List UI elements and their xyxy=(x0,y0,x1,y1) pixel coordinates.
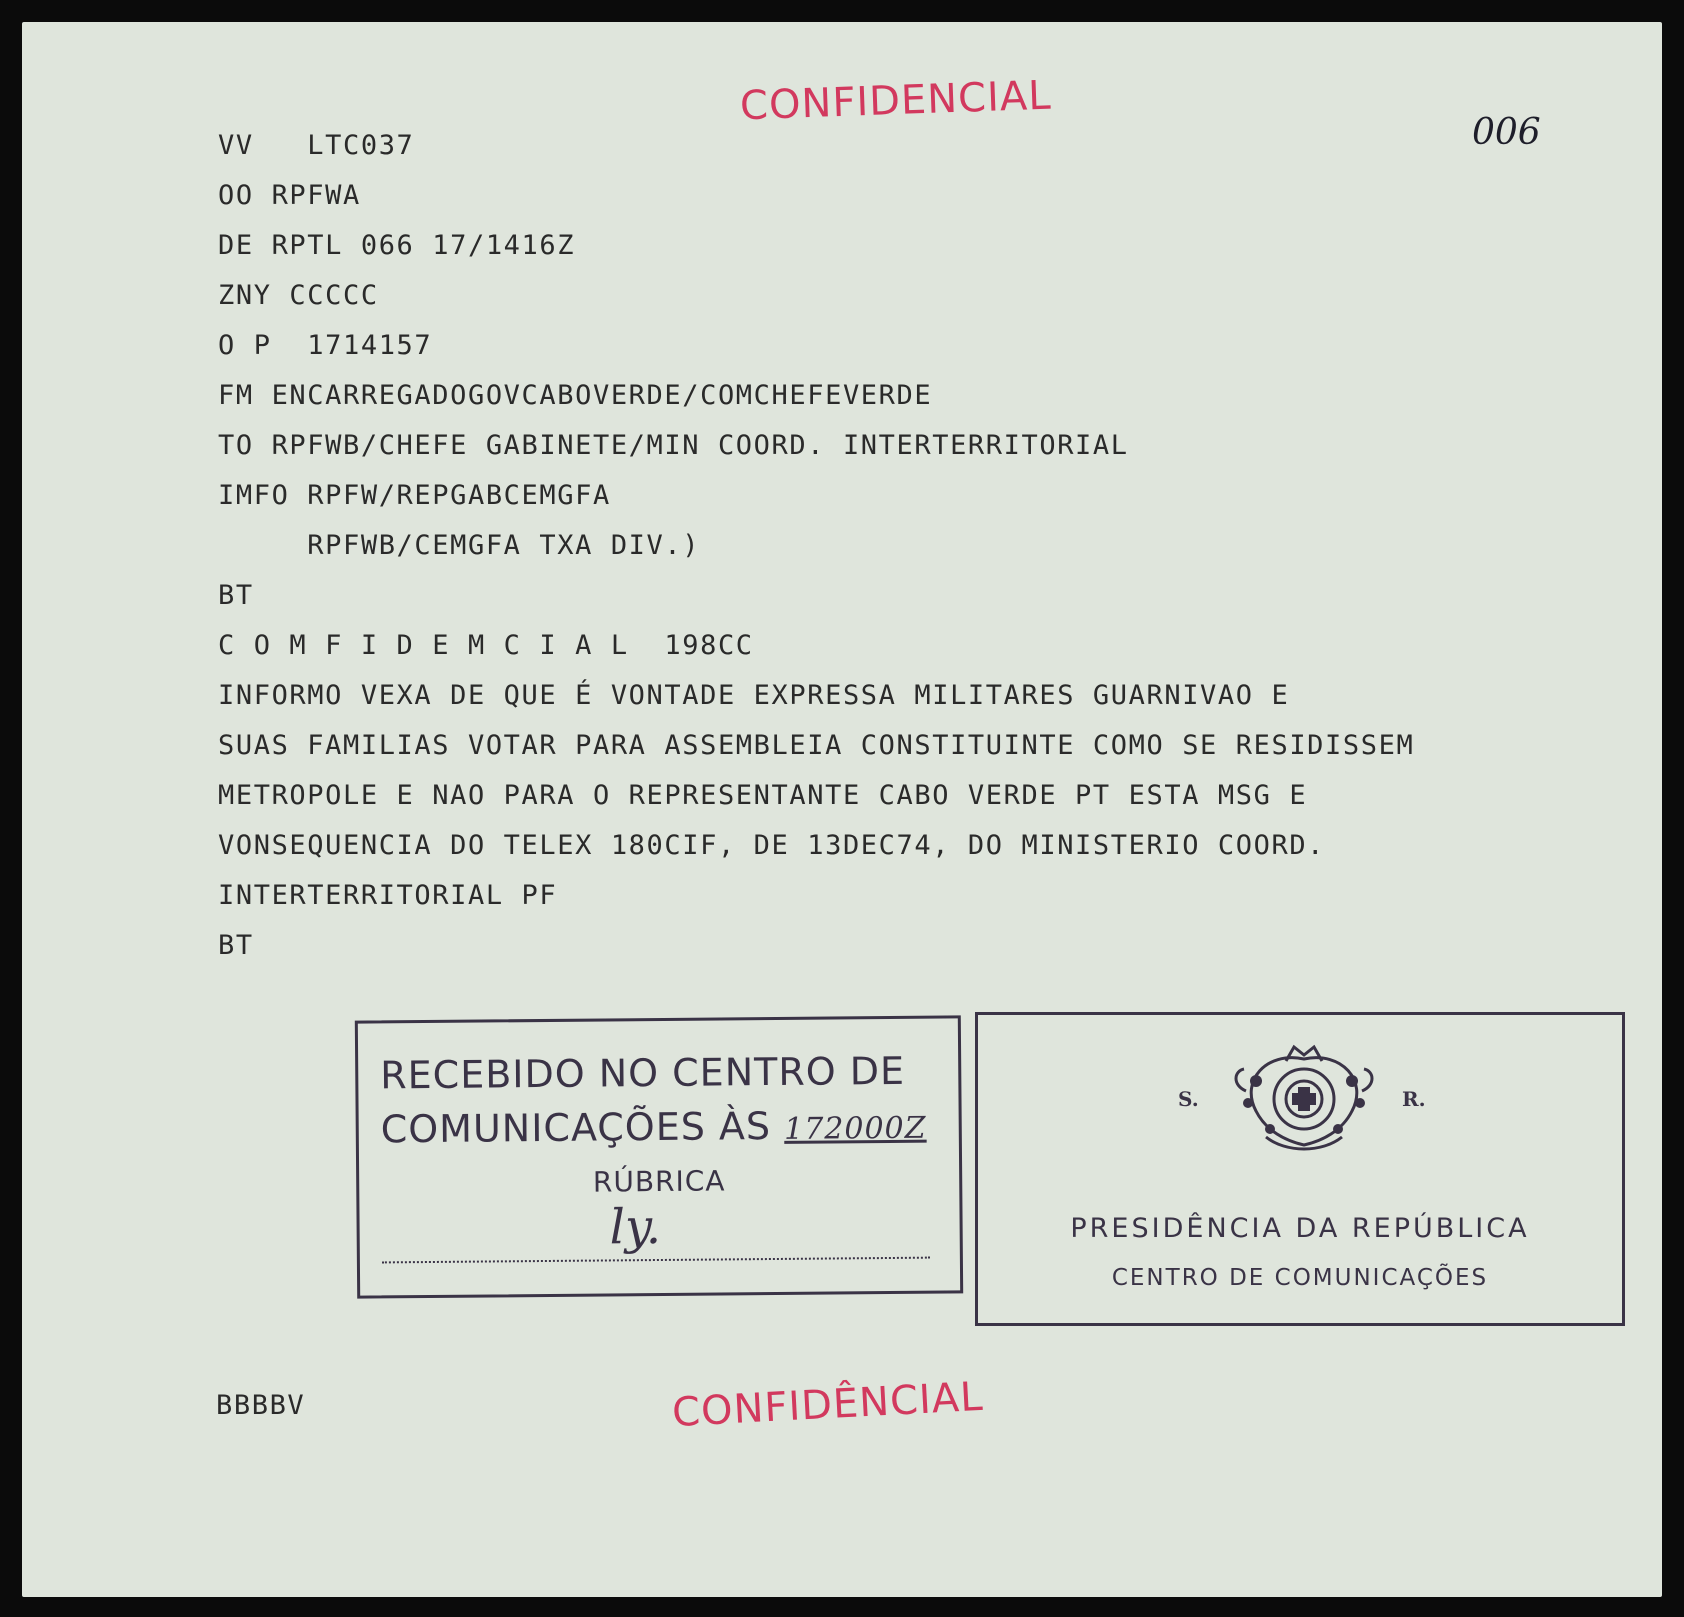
msg-line: DE RPTL 066 17/1416Z xyxy=(218,230,576,261)
msg-line: BT xyxy=(218,930,254,961)
msg-line: C O M F I D E M C I A L 198CC xyxy=(218,630,754,661)
msg-line: ZNY CCCCC xyxy=(218,280,379,311)
rubrica-signature: ly. xyxy=(609,1198,662,1256)
msg-line: VV LTC037 xyxy=(218,130,415,161)
msg-line: SUAS FAMILIAS VOTAR PARA ASSEMBLEIA CONSTITUINTE COMO SE RESIDISSEM xyxy=(218,730,1415,761)
msg-line: VONSEQUENCIA DO TELEX 180CIF, DE 13DEC74, DO MINISTERIO COORD. xyxy=(218,830,1326,861)
message-footer: BBBBV xyxy=(216,1390,306,1421)
confidential-stamp-top: CONFIDENCIAL xyxy=(739,72,1053,130)
signature-dotted-line xyxy=(382,1257,930,1264)
confidential-stamp-bottom: CONFIDÊNCIAL xyxy=(671,1373,985,1437)
telegram-sheet xyxy=(22,22,1662,1597)
received-stamp-label: COMUNICAÇÕES ÀS xyxy=(380,1104,772,1152)
received-time: 172000Z xyxy=(784,1110,927,1147)
msg-line: IMFO RPFW/REPGABCEMGFA xyxy=(218,480,611,511)
received-stamp-line2 xyxy=(381,1103,927,1152)
msg-line: FM ENCARREGADOGOVCABOVERDE/COMCHEFEVERDE xyxy=(218,380,933,411)
received-stamp-line1: RECEBIDO NO CENTRO DE xyxy=(380,1048,906,1098)
msg-line: INFORMO VEXA DE QUE É VONTADE EXPRESSA MILITARES GUARNIVAO E xyxy=(218,680,1290,711)
msg-line: OO RPFWA xyxy=(218,180,361,211)
communications-center: CENTRO DE COMUNICAÇÕES xyxy=(1111,1265,1489,1291)
msg-line: BT xyxy=(218,580,254,611)
coat-of-arms-icon xyxy=(1226,1041,1382,1159)
msg-line: METROPOLE E NAO PARA O REPRESENTANTE CABO VERDE PT ESTA MSG E xyxy=(218,780,1308,811)
stamp-s-label: S. xyxy=(1178,1087,1199,1111)
msg-line: RPFWB/CEMGFA TXA DIV.) xyxy=(218,530,701,561)
received-stamp xyxy=(355,1015,963,1298)
presidency-stamp xyxy=(975,1012,1625,1326)
presidency-name: PRESIDÊNCIA DA REPÚBLICA xyxy=(1070,1213,1530,1244)
msg-line: INTERTERRITORIAL PF xyxy=(218,880,558,911)
stamp-r-label: R. xyxy=(1402,1087,1426,1111)
folio-number: 006 xyxy=(1472,112,1541,153)
msg-line: TO RPFWB/CHEFE GABINETE/MIN COORD. INTERTERRITORIAL xyxy=(218,430,1129,461)
msg-line: O P 1714157 xyxy=(218,330,433,361)
rubrica-label: RÚBRICA xyxy=(592,1164,726,1199)
